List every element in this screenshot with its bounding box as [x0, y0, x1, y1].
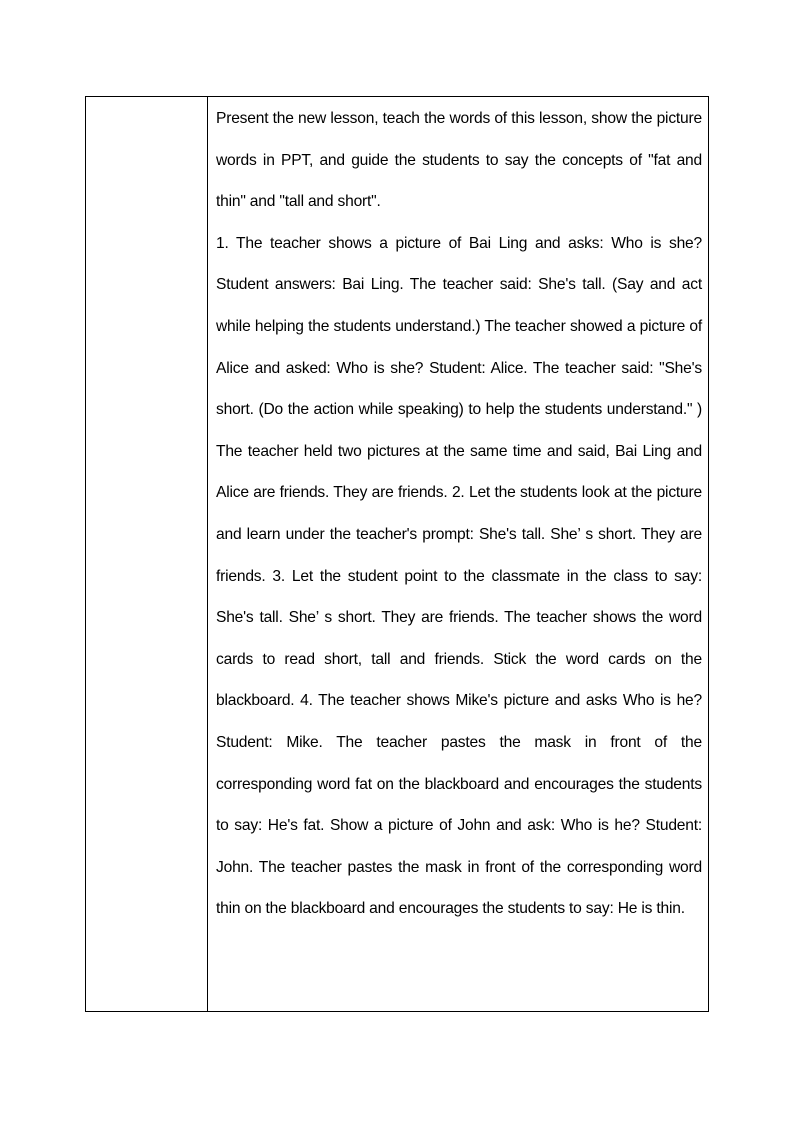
lesson-steps-paragraph: 1. The teacher shows a picture of Bai Ling and asks: Who is she? Student answers: Bai Ling. The teacher said: She's tall. (Say and act while helping the students understand.) The teacher showed a picture of Alice and asked: Who is she? Student: Alice. The teacher said: "She's short. (Do the action while speaking) to help the students understand." ) The teacher held two pictures at the same time and said, Bai Ling and Alice are friends. They are friends. 2. Let the students look at the picture and learn under the teacher's prompt: She's tall. She’ s short. They are friends. 3. Let the student point to the classmate in the class to say: She's tall. She’ s short. They are friends. The teacher shows the word cards to read short, tall and friends. Stick the word cards on the blackboard. 4. The teacher shows Mike's picture and asks Who is he? Student: Mike. The teacher pastes the mask in front of the corresponding word fat on the blackboard and encourages the students to say: He's fat. Show a picture of John and ask: Who is he? Student: John. The teacher pastes the mask in front of the corresponding word thin on the blackboard and encourages the students to say: He is thin. [216, 234, 702, 918]
lesson-table [85, 96, 709, 1012]
lesson-intro-paragraph: Present the new lesson, teach the words of this lesson, show the picture words in PPT, and guide the students to say the concepts of "fat and thin" and "tall and short". [216, 110, 702, 211]
table-left-cell [86, 97, 208, 1011]
table-content-cell [208, 97, 708, 1011]
